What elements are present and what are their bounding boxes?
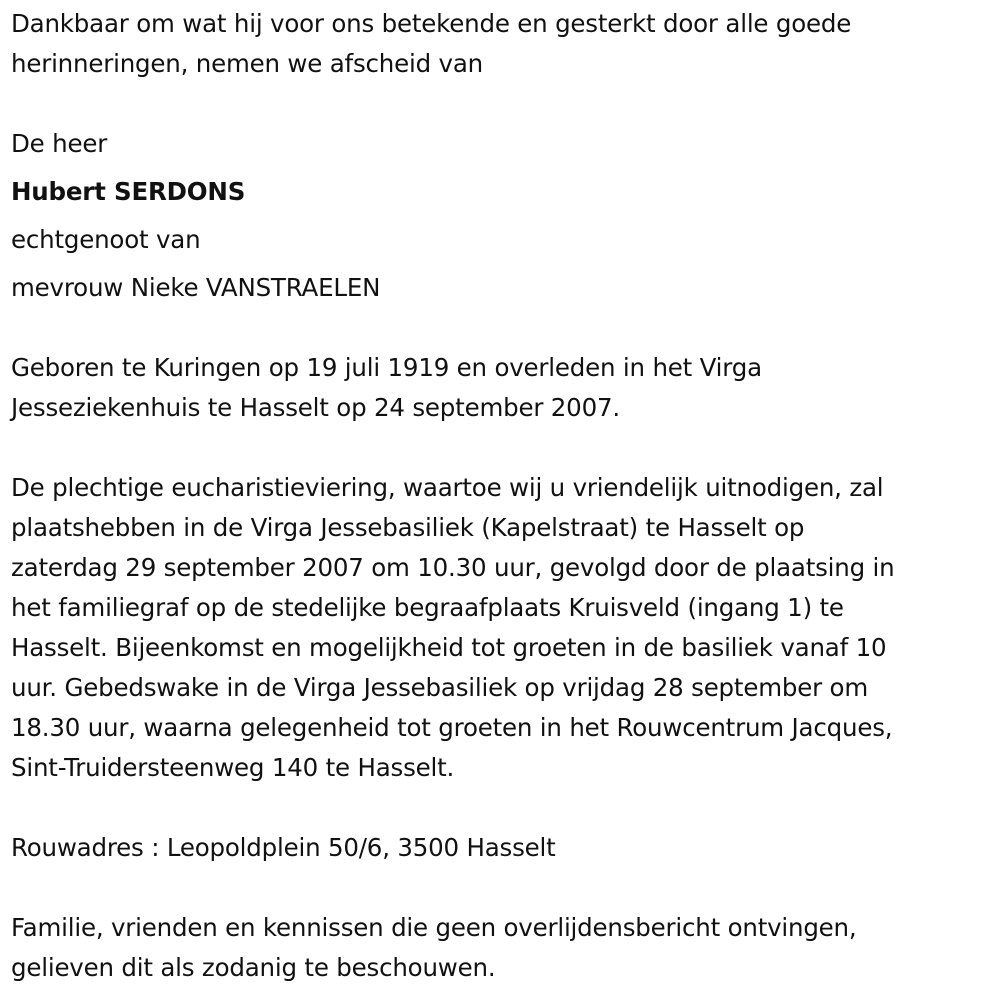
intro-paragraph [11,4,996,84]
spouse-intro: echtgenoot van [11,225,201,254]
closing-line: Familie, vrienden en kennissen die geen overlijdensbericht ontvingen, [11,913,857,942]
closing-paragraph [11,908,996,988]
deceased-name: Hubert SERDONS [11,177,246,206]
ceremony-line: uur. Gebedswake in de Virga Jessebasiliek op vrijdag 28 september om [11,673,868,702]
spouse-name: mevrouw Nieke VANSTRAELEN [11,273,381,302]
ceremony-line: plaatshebben in de Virga Jessebasiliek (Kapelstraat) te Hasselt op [11,513,805,542]
title-prefix: De heer [11,129,108,158]
ceremony-line: De plechtige eucharistieviering, waartoe wij u vriendelijk uitnodigen, zal [11,473,884,502]
ceremony-line: 18.30 uur, waarna gelegenheid tot groeten in het Rouwcentrum Jacques, [11,713,893,742]
ceremony-line: Sint-Truidersteenweg 140 te Hasselt. [11,753,455,782]
birth-death-line: Geboren te Kuringen op 19 juli 1919 en overleden in het Virga [11,353,762,382]
closing-line: gelieven dit als zodanig te beschouwen. [11,953,496,982]
intro-line: herinneringen, nemen we afscheid van [11,49,483,78]
birth-death-paragraph [11,348,996,428]
obituary-document [11,0,996,988]
ceremony-line: Hasselt. Bijeenkomst en mogelijkheid tot groeten in de basiliek vanaf 10 [11,633,887,662]
ceremony-paragraph [11,468,996,788]
birth-death-line: Jesseziekenhuis te Hasselt op 24 september 2007. [11,393,620,422]
ceremony-line: zaterdag 29 september 2007 om 10.30 uur, gevolgd door de plaatsing in [11,553,895,582]
mourning-address: Rouwadres : Leopoldplein 50/6, 3500 Hasselt [11,833,556,862]
intro-line: Dankbaar om wat hij voor ons betekende en gesterkt door alle goede [11,9,852,38]
ceremony-line: het familiegraf op de stedelijke begraafplaats Kruisveld (ingang 1) te [11,593,844,622]
